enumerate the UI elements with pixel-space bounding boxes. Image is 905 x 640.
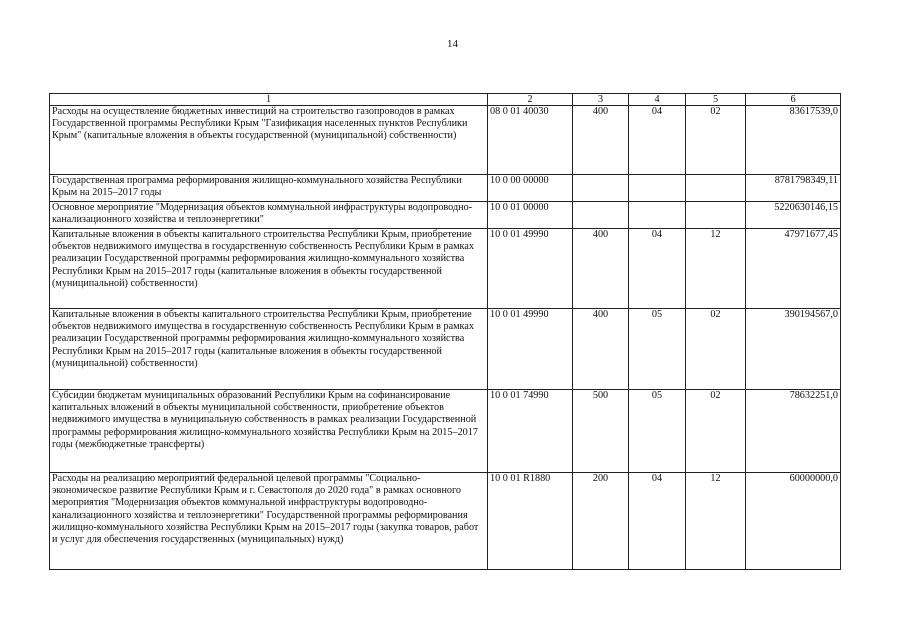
row-amount: 78632251,0 [746,390,841,473]
row-description: Основное мероприятие "Модернизация объектов коммунальной инфраструктуры водопроводно-канализационного хозяйства и теплоэнергетики" [50,202,488,229]
table-row [50,202,841,229]
row-description: Капитальные вложения в объекты капитального строительства Республики Крым, приобретение объектов недвижимого имущества в государственную собственность Республики Крым в рамках реализации Государственной программы реформирования жилищно-коммунального хозяйства Республики Крым на 2015–2017 годы (капитальные вложения в объекты государственной (муниципальной) собственности) [50,309,488,390]
row-col3 [573,202,629,229]
header-row [50,94,841,106]
row-col4: 04 [629,473,686,570]
row-col3: 400 [573,106,629,175]
row-col4: 05 [629,309,686,390]
row-description: Капитальные вложения в объекты капитального строительства Республики Крым, приобретение объектов недвижимого имущества в государственную собственность Республики Крым в рамках реализации Государственной программы реформирования жилищно-коммунального хозяйства Республики Крым на 2015–2017 годы (капитальные вложения в объекты государственной (муниципальной) собственности) [50,229,488,309]
header-cell: 5 [686,94,746,106]
row-col3: 400 [573,309,629,390]
row-col4 [629,175,686,202]
row-col5: 12 [686,229,746,309]
table-row [50,106,841,175]
row-description: Расходы на реализацию мероприятий федеральной целевой программы "Социально-экономическое развитие Республики Крым и г. Севастополя до 2020 года" в рамках основного мероприятия "Модернизация объектов коммунальной инфраструктуры водопроводно-канализационного хозяйства и теплоэнергетики" Государственной программы реформирования жилищно-коммунального хозяйства Республики Крым на 2015–2017 годы (закупка товаров, работ и услуг для обеспечения государственных (муниципальных) нужд) [50,473,488,570]
row-code: 10 0 01 74990 [488,390,573,473]
row-description: Расходы на осуществление бюджетных инвестиций на строительство газопроводов в рамках Государственной программы Республики Крым "Газификация населенных пунктов Республики Крым" (капитальные вложения в объекты государственной (муниципальной) собственности) [50,106,488,175]
budget-table [49,93,841,570]
row-col5: 02 [686,390,746,473]
header-cell: 6 [746,94,841,106]
row-description: Государственная программа реформирования жилищно-коммунального хозяйства Республики Крым на 2015–2017 годы [50,175,488,202]
header-cell: 1 [50,94,488,106]
row-amount: 5220630146,15 [746,202,841,229]
row-code: 08 0 01 40030 [488,106,573,175]
row-code: 10 0 01 00000 [488,202,573,229]
row-col4: 04 [629,106,686,175]
row-col3: 500 [573,390,629,473]
table-row [50,473,841,570]
row-col4 [629,202,686,229]
row-code: 10 0 00 00000 [488,175,573,202]
row-code: 10 0 01 49990 [488,229,573,309]
row-col4: 05 [629,390,686,473]
row-col3: 400 [573,229,629,309]
row-amount: 60000000,0 [746,473,841,570]
header-cell: 3 [573,94,629,106]
row-code: 10 0 01 R1880 [488,473,573,570]
row-col3: 200 [573,473,629,570]
row-col4: 04 [629,229,686,309]
header-cell: 4 [629,94,686,106]
row-amount: 83617539,0 [746,106,841,175]
row-col5: 02 [686,309,746,390]
row-amount: 390194567,0 [746,309,841,390]
row-col5 [686,202,746,229]
row-col5: 02 [686,106,746,175]
page-number: 14 [447,38,458,50]
table-row [50,390,841,473]
table-row [50,309,841,390]
table-row [50,175,841,202]
header-cell: 2 [488,94,573,106]
row-code: 10 0 01 49990 [488,309,573,390]
row-col5 [686,175,746,202]
row-col3 [573,175,629,202]
row-amount: 47971677,45 [746,229,841,309]
row-col5: 12 [686,473,746,570]
table-row [50,229,841,309]
row-amount: 8781798349,11 [746,175,841,202]
row-description: Субсидии бюджетам муниципальных образований Республики Крым на софинансирование капитальных вложений в объекты муниципальной собственности, приобретение объектов недвижимого имущества в муниципальную собственность в рамках реализации Государственной программы реформирования жилищно-коммунального хозяйства Республики Крым на 2015–2017 годы (межбюджетные трансферты) [50,390,488,473]
